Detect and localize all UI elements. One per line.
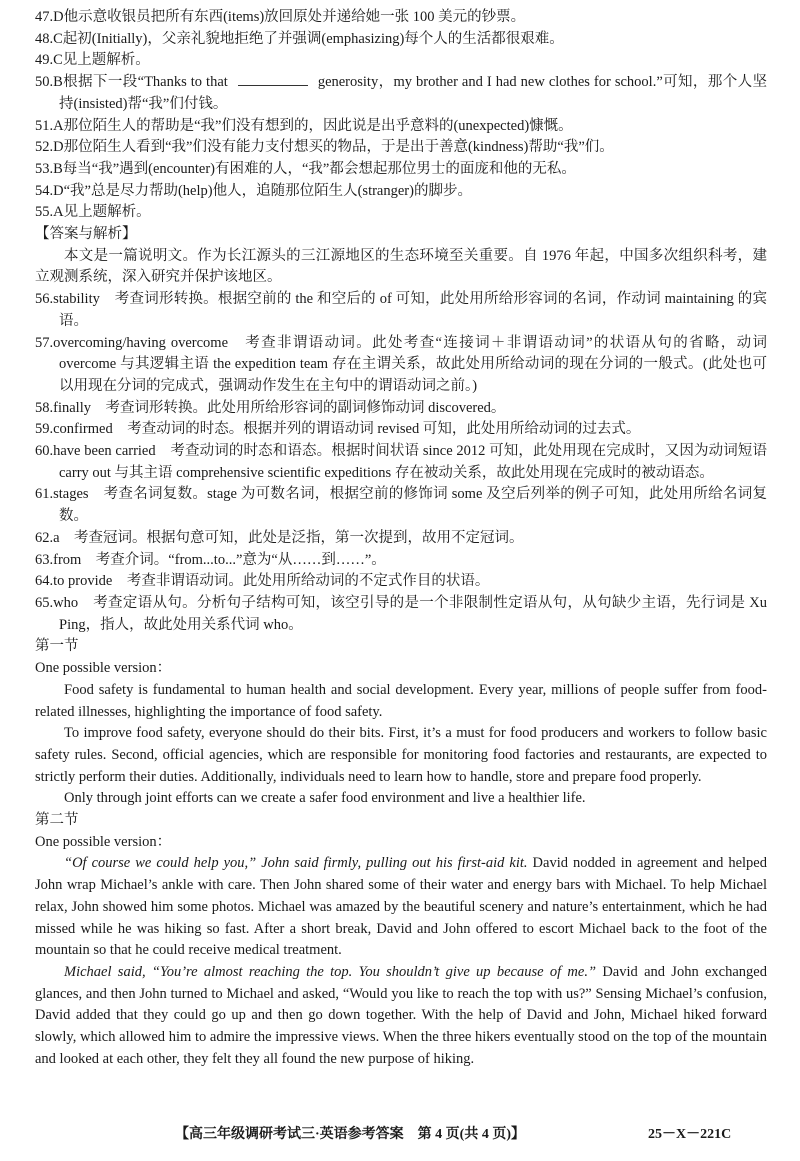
fill-blank (238, 75, 308, 86)
answer-60: 60.have been carried 考查动词的时态和语态。根据时间状语 since 2012 可知，此处用现在完成时，又因为动词短语 carry out 与其主语 comprehensive scientific expeditions 存在被动关系，故此处用现在完成时的被动语态。 (35, 443, 767, 481)
part2-paragraph-2: Michael said, “You’re almost reaching the top. You shouldn’t give up because of me.” David and John exchanged glances, and then John turned to Michael and asked, “Would you like to reach the top with us?” Sensing Michael’s confusion, David added that they could go up and then go down together. With the help of David and John, Michael hiked forward slowly, which allowed him to admire the impressive views. When the three hikers eventually stood on the top of the mountain and looked at each other, they felt they all found the new purpose of hiking. (35, 963, 767, 1067)
answer-53: 53.B每当“我”遇到(encounter)有困难的人，“我”都会想起那位男士的面庞和他的无私。 (35, 160, 576, 177)
answer-47: 47.D他示意收银员把所有东西(items)放回原处并递给她一张 100 美元的钞票。 (35, 9, 526, 25)
part1-paragraph: To improve food safety, everyone should do their bits. First, it’s a must for food producers and workers to follow basic safety rules. Second, official agencies, which are responsible for monitoring food factories and restaurants, are expected to strictly perform their duties. Additionally, individuals need to learn how to handle, store and prepare food properly. (35, 725, 767, 785)
answer-63: 63.from 考查介词。“from...to...”意为“从……到……”。 (35, 551, 386, 568)
passage-intro: 本文是一篇说明文。作为长江源头的三江源地区的生态环境至关重要。自 1976 年起，中国多次组织科考，建立观测系统，深入研究并保护该地区。 (35, 247, 767, 286)
answer-58: 58.finally 考查词形转换。此处用所给形容词的副词修饰动词 discovered。 (35, 399, 506, 416)
answer-59: 59.confirmed 考查动词的时态。根据并列的谓语动词 revised 可知，此处用所给动词的过去式。 (35, 421, 641, 438)
answer-54: 54.D“我”总是尽力帮助(help)他人，追随那位陌生人(stranger)的脚步。 (35, 182, 472, 199)
answer-61: 61.stages 考查名词复数。stage 为可数名词，根据空前的修饰词 some 及空后列举的例子可知，此处用所给名词复数。 (35, 486, 767, 525)
part1-paragraph: Food safety is fundamental to human health and social development. Every year, millions of people suffer from food-related illnesses, highlighting the importance of food safety. (35, 681, 767, 720)
answer-52: 52.D那位陌生人看到“我”们没有能力支付想买的物品，于是出于善意(kindness)帮助“我”们。 (35, 139, 614, 156)
answer-51: 51.A那位陌生人的帮助是“我”们没有想到的，因此说是出乎意料的(unexpected)慷慨。 (35, 117, 573, 134)
answer-64: 64.to provide 考查非谓语动词。此处用所给动词的不定式作目的状语。 (35, 573, 490, 590)
part1-paragraph: Only through joint efforts can we create a safer food environment and live a healthier life. (64, 790, 586, 807)
answer-56: 56.stability 考查词形转换。根据空前的 the 和空后的 of 可知，此处用所给形容词的名词，作动词 maintaining 的宾语。 (35, 291, 767, 329)
answer-page (35, 7, 767, 1070)
part1-label: One possible version： (35, 660, 172, 677)
footer-title: 【高三年级调研考试三·英语参考答案 第 4 页(共 4 页)】 (175, 1127, 525, 1142)
answer-65: 65.who 考查定语从句。分析句子结构可知，该空引导的是一个非限制性定语从句，从句缺少主语，先行词是 Xu Ping，指人，故此处用关系代词 who。 (35, 594, 767, 633)
answer-55: 55.A见上题解析。 (35, 204, 151, 221)
footer-code: 25－X－221C (648, 1127, 732, 1142)
answer-49: 49.C见上题解析。 (35, 52, 150, 69)
section-heading: 【答案与解析】 (35, 226, 137, 243)
answer-50: 50.B根据下一段“Thanks to that generosity，my brother and I had new clothes for school.”可知，那个人坚持(insisted)帮“我”们付钱。 (35, 74, 767, 112)
answer-48: 48.C起初(Initially)，父亲礼貌地拒绝了并强调(emphasizing)每个人的生活都很艰难。 (35, 30, 564, 47)
part2-paragraph-1: “Of course we could help you,” John said firmly, pulling out his first-aid kit. David nodded in agreement and helped John wrap Michael’s ankle with care. Then John shared some of their water and energy bars with Michael. To help Michael relax, John showed him some photos. Michael was amazed by the beautiful scenery and nature’s entertainment, which he had missed while he was hiking so fast. After a short break, David and John offered to escort Michael back to the foot of the mountain so that he could receive medical treatment. (35, 855, 767, 959)
answer-62: 62.a 考查冠词。根据句意可知，此处是泛指，第一次提到，故用不定冠词。 (35, 529, 524, 546)
part2-label: One possible version： (35, 833, 172, 850)
answer-57: 57.overcoming/having overcome 考查非谓语动词。此处考查“连接词＋非谓语动词”的状语从句的省略，动词 overcome 与其逻辑主语 the expedition team 存在主谓关系，故此处用所给动词的现在分词的一般式。(此处也可以用现在分词的完成式，强调动作发生在主句中的谓语动词之前。) (35, 334, 767, 394)
part2-heading: 第二节 (35, 812, 79, 829)
part1-heading: 第一节 (35, 638, 79, 655)
